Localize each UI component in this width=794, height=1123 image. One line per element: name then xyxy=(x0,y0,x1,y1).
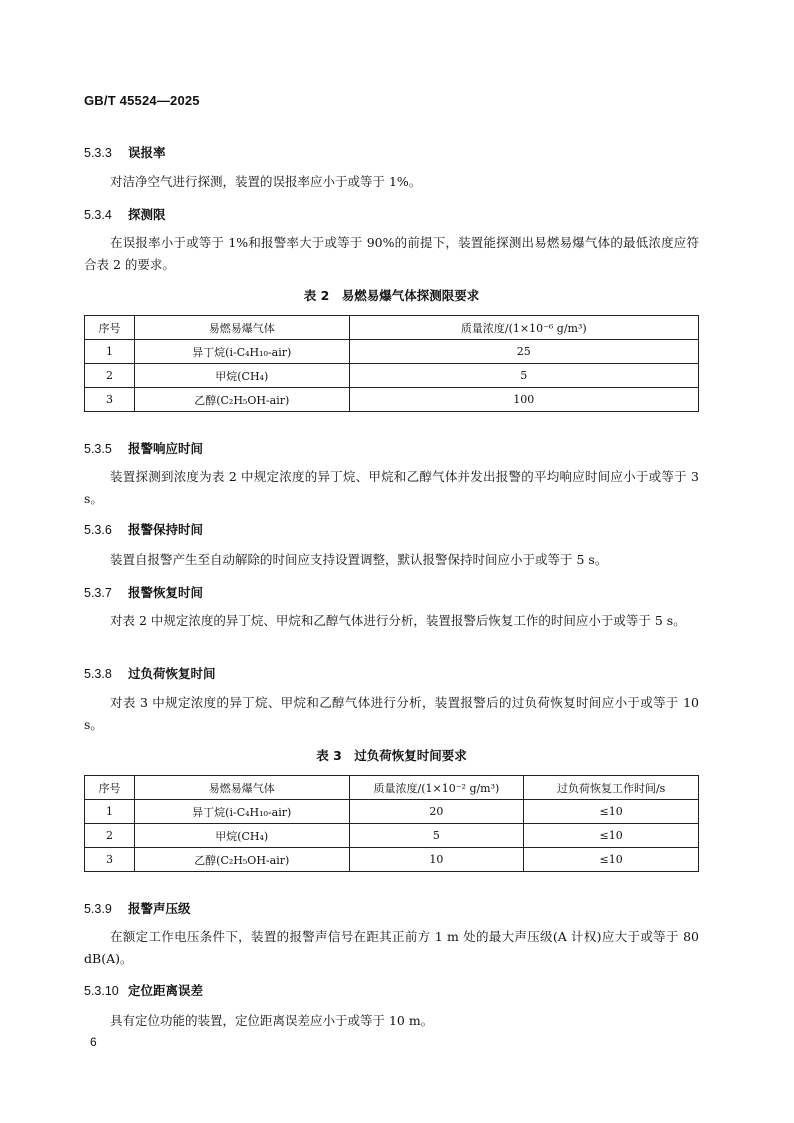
section-number: 5.3.9 xyxy=(84,902,112,916)
table-2-caption: 表 2 易燃易爆气体探测限要求 xyxy=(303,288,480,303)
section-number: 5.3.5 xyxy=(84,442,112,456)
table-row xyxy=(85,340,699,364)
section-number: 5.3.8 xyxy=(84,667,112,681)
table-cell: 1 xyxy=(85,340,135,364)
table-cell: 2 xyxy=(85,824,135,848)
section-number: 5.3.10 xyxy=(84,984,119,998)
page-number: 6 xyxy=(90,1035,97,1049)
section-title: 报警声压级 xyxy=(128,901,191,916)
table-header-cell: 易燃易爆气体 xyxy=(134,316,349,340)
section-number: 5.3.7 xyxy=(84,586,112,600)
table-row xyxy=(85,848,699,872)
table-cell: ≤10 xyxy=(524,824,699,848)
section-number: 5.3.3 xyxy=(84,146,112,160)
table-cell: ≤10 xyxy=(524,800,699,824)
paragraph-5-3-8: 对表 3 中规定浓度的异丁烷、甲烷和乙醇气体进行分析，装置报警后的过负荷恢复时间应小于或等于 10 s。 xyxy=(84,695,699,732)
paragraph-5-3-3: 对洁净空气进行探测，装置的误报率应小于或等于 1%。 xyxy=(110,174,422,189)
section-heading-5-3-3 xyxy=(84,143,166,161)
section-title: 过负荷恢复时间 xyxy=(128,666,216,681)
table-cell: 异丁烷(i-C₄H₁₀-air) xyxy=(134,800,349,824)
table-cell: 甲烷(CH₄) xyxy=(134,824,349,848)
paragraph-5-3-9: 在额定工作电压条件下，装置的报警声信号在距其正前方 1 m 处的最大声压级(A 计权)应大于或等于 80 dB(A)。 xyxy=(84,929,699,966)
section-heading-5-3-6 xyxy=(84,520,203,538)
table-cell: 甲烷(CH₄) xyxy=(134,364,349,388)
table-cell: 10 xyxy=(349,848,524,872)
section-heading-5-3-9 xyxy=(84,899,191,917)
table-cell: 100 xyxy=(349,388,698,412)
paragraph-5-3-5: 装置探测到浓度为表 2 中规定浓度的异丁烷、甲烷和乙醇气体并发出报警的平均响应时间应小于或等于 3 s。 xyxy=(84,469,699,506)
section-number: 5.3.6 xyxy=(84,523,112,537)
table-cell: 25 xyxy=(349,340,698,364)
section-title: 探测限 xyxy=(128,207,166,222)
document-header: GB/T 45524—2025 xyxy=(84,93,200,108)
table-2 xyxy=(84,315,699,412)
table-header-row xyxy=(85,316,699,340)
section-heading-5-3-8 xyxy=(84,664,216,682)
table-cell: 2 xyxy=(85,364,135,388)
section-title: 定位距离误差 xyxy=(128,983,204,998)
table-header-row xyxy=(85,776,699,800)
section-title: 报警响应时间 xyxy=(128,441,204,456)
table-header-cell: 序号 xyxy=(85,776,135,800)
table-3 xyxy=(84,775,699,872)
table-row xyxy=(85,364,699,388)
table-cell: 3 xyxy=(85,388,135,412)
table-cell: 乙醇(C₂H₅OH-air) xyxy=(134,848,349,872)
table-header-cell: 序号 xyxy=(85,316,135,340)
section-title: 报警恢复时间 xyxy=(128,585,204,600)
table-cell: 3 xyxy=(85,848,135,872)
section-number: 5.3.4 xyxy=(84,208,112,222)
table-header-cell: 易燃易爆气体 xyxy=(134,776,349,800)
paragraph-5-3-6: 装置自报警产生至自动解除的时间应支持设置调整，默认报警保持时间应小于或等于 5 s。 xyxy=(110,552,608,567)
table-row xyxy=(85,800,699,824)
table-3-caption: 表 3 过负荷恢复时间要求 xyxy=(316,748,467,763)
table-header-cell: 过负荷恢复工作时间/s xyxy=(524,776,699,800)
section-heading-5-3-5 xyxy=(84,439,203,457)
section-heading-5-3-7 xyxy=(84,583,203,601)
section-title: 报警保持时间 xyxy=(128,522,204,537)
section-title: 误报率 xyxy=(128,145,166,160)
table-cell: 5 xyxy=(349,824,524,848)
table-cell: 乙醇(C₂H₅OH-air) xyxy=(134,388,349,412)
table-header-cell: 质量浓度/(1×10⁻⁶ g/m³) xyxy=(349,316,698,340)
table-cell: 20 xyxy=(349,800,524,824)
paragraph-5-3-10: 具有定位功能的装置，定位距离误差应小于或等于 10 m。 xyxy=(110,1013,434,1028)
table-row xyxy=(85,388,699,412)
table-cell: 5 xyxy=(349,364,698,388)
section-heading-5-3-4 xyxy=(84,205,166,223)
table-header-cell: 质量浓度/(1×10⁻² g/m³) xyxy=(349,776,524,800)
paragraph-5-3-4: 在误报率小于或等于 1%和报警率大于或等于 90%的前提下，装置能探测出易燃易爆气体的最低浓度应符合表 2 的要求。 xyxy=(84,235,699,272)
section-heading-5-3-10 xyxy=(84,981,203,999)
paragraph-5-3-7: 对表 2 中规定浓度的异丁烷、甲烷和乙醇气体进行分析，装置报警后恢复工作的时间应小于或等于 5 s。 xyxy=(110,613,686,628)
table-cell: ≤10 xyxy=(524,848,699,872)
table-cell: 1 xyxy=(85,800,135,824)
table-cell: 异丁烷(i-C₄H₁₀-air) xyxy=(134,340,349,364)
table-row xyxy=(85,824,699,848)
